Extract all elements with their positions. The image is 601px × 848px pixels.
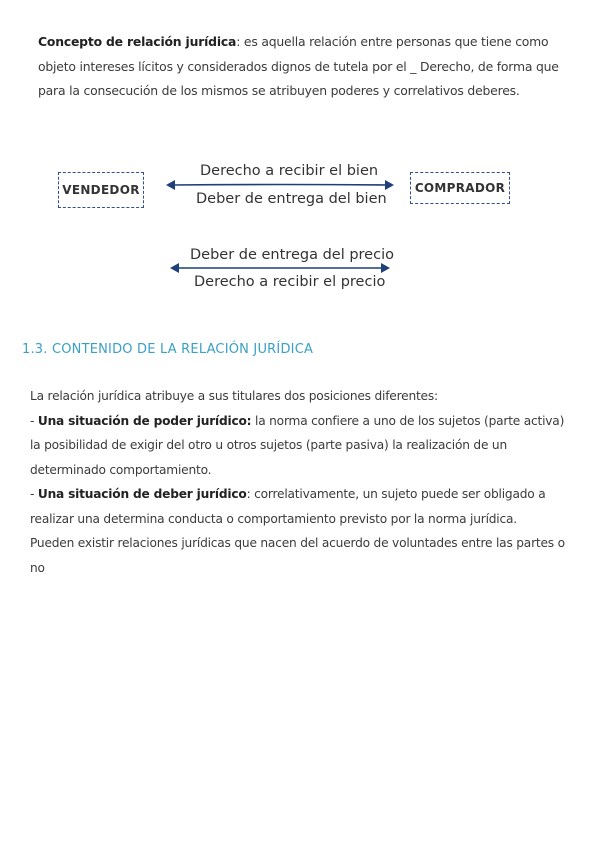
price-arrow-left-head <box>170 263 179 273</box>
concept-definition: : es aquella relación entre personas que tiene como objeto intereses lícitos y considerados dignos de tutela por el _ Derecho, de forma que para la consecución de los mismos se atribuyen poderes y correlativos deberes. <box>38 34 559 98</box>
power-text: la norma confiere a uno de los sujetos (parte activa) la posibilidad de exigir del otro u otros sujetos (parte pasiva) la realización de un determinado comportamiento. <box>30 413 565 477</box>
goods-arrow-left-head <box>166 180 175 190</box>
price-right-label: Derecho a recibir el precio <box>194 274 386 290</box>
duty-text: : correlativamente, un sujeto puede ser obligado a realizar una determina conducta o comportamiento previsto por la norma jurídica. <box>30 487 546 526</box>
power-item: - Una situación de poder jurídico: la norma confiere a uno de los sujetos (parte activa) la posibilidad de exigir del otro u otros sujetos (parte pasiva) la realización de un determinado comportamiento. <box>30 413 565 477</box>
content-body <box>30 384 575 580</box>
price-arrow-right-head <box>381 263 390 273</box>
goods-arrow <box>172 185 388 186</box>
closing-line: Pueden existir relaciones jurídicas que nacen del acuerdo de voluntades entre las partes o no <box>30 536 565 575</box>
seller-label: VENDEDOR <box>62 183 140 197</box>
goods-duty-label: Deber de entrega del bien <box>196 191 387 207</box>
section-heading: 1.3. CONTENIDO DE LA RELACIÓN JURÍDICA <box>22 342 314 357</box>
price-duty-label: Deber de entrega del precio <box>190 247 394 263</box>
body-intro: La relación jurídica atribuye a sus titulares dos posiciones diferentes: <box>30 389 438 403</box>
power-term: Una situación de poder jurídico: <box>37 413 252 428</box>
buyer-label: COMPRADOR <box>414 181 506 195</box>
duty-item: - Una situación de deber jurídico: correlativamente, un sujeto puede ser obligado a realizar una determina conducta o comportamiento previsto por la norma jurídica. <box>30 487 546 526</box>
concept-term: Concepto de relación jurídica <box>38 34 237 49</box>
goods-arrow-right-head <box>385 180 394 190</box>
goods-right-label: Derecho a recibir el bien <box>200 163 379 179</box>
duty-term: Una situación de deber jurídico <box>37 487 247 501</box>
